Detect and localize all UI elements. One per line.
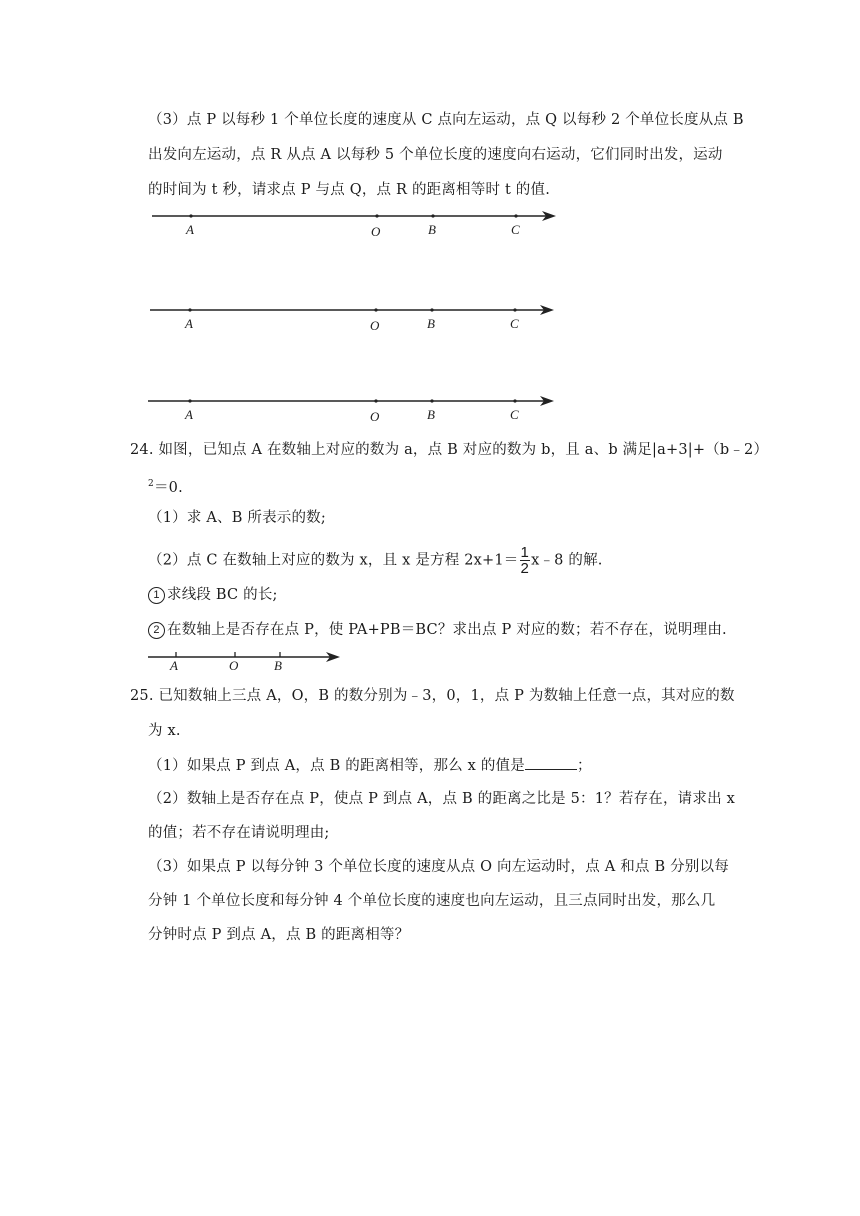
p24-sub2 (148, 620, 727, 640)
p24-line1 (130, 440, 768, 460)
p25-q2-line1: （2）数轴上是否存在点 P，使点 P 到点 A，点 B 的距离之比是 5：1？若存在，请求出 x (148, 791, 735, 807)
axis-label-B: B (428, 222, 436, 237)
axis-label-O: O (370, 409, 380, 424)
axis-label-O: O (229, 658, 239, 673)
axis-label-A: A (170, 658, 178, 673)
axis-label-B: B (274, 658, 282, 673)
p25-q2-line2: 的值；若不存在请说明理由; (148, 825, 330, 841)
p24-sub1 (148, 585, 278, 605)
number-line-3 (148, 396, 554, 424)
p25-statement: 已知数轴上三点 A，O，B 的数分别为﹣3，0，1，点 P 为数轴上任意一点，其对应的数 (158, 688, 735, 704)
p25-line1 (130, 686, 735, 706)
fraction (520, 545, 531, 576)
p25-q3-line3: 分钟时点 P 到点 A，点 B 的距离相等？ (148, 927, 410, 943)
axis-label-A: A (185, 407, 193, 422)
axis-label-C: C (510, 316, 519, 331)
p24-q2-post: x﹣8 的解. (531, 552, 603, 569)
problem-number: 25. (130, 688, 154, 704)
fraction-numerator: 1 (520, 544, 530, 561)
p25-q1-pre: （1）如果点 P 到点 A，点 B 的距离相等，那么 x 的值是 (148, 758, 525, 774)
p24-statement-end: ＝0. (153, 479, 183, 496)
p24-q2-pre: （2）点 C 在数轴上对应的数为 x，且 x 是方程 2x+1＝ (148, 552, 519, 569)
axis-label-C: C (510, 407, 519, 422)
circled-number-1: 1 (148, 587, 165, 604)
p24-q1: （1）求 A、B 所表示的数; (148, 510, 326, 526)
p25-line2: 为 x. (148, 723, 181, 739)
exponent: 2 (148, 479, 154, 489)
axis-label-B: B (427, 316, 435, 331)
p24-q2 (148, 545, 603, 576)
fraction-denominator: 2 (520, 560, 530, 577)
axis-label-C: C (511, 222, 520, 237)
axis-label-A: A (185, 316, 193, 331)
p23-part3-line1: （3）点 P 以每秒 1 个单位长度的速度从 C 点向左运动，点 Q 以每秒 2 个单位长度从点 B (148, 112, 744, 128)
number-line-1 (152, 211, 556, 239)
problem-number: 24. (130, 442, 154, 458)
p25-q3-line1: （3）如果点 P 以每分钟 3 个单位长度的速度从点 O 向左运动时，点 A 和点 B 分别以每 (148, 859, 729, 875)
p24-sub2-text: 在数轴上是否存在点 P，使 PA+PB＝BC？求出点 P 对应的数；若不存在，说明理由. (167, 622, 727, 638)
answer-blank[interactable] (525, 755, 577, 770)
p24-line2 (148, 474, 183, 498)
number-line-24 (148, 652, 340, 673)
axis-label-O: O (371, 224, 381, 239)
p25-q1 (148, 755, 592, 776)
p23-part3-line3: 的时间为 t 秒，请求点 P 与点 Q，点 R 的距离相等时 t 的值. (148, 182, 551, 198)
axis-label-O: O (370, 318, 380, 333)
axis-label-B: B (427, 407, 435, 422)
number-line-2 (150, 305, 554, 333)
p24-sub1-text: 求线段 BC 的长; (167, 587, 278, 603)
p25-q1-post: ； (576, 758, 592, 774)
p25-q3-line2: 分钟 1 个单位长度和每分钟 4 个单位长度的速度也向左运动，且三点同时出发，那么几 (148, 893, 716, 909)
axis-label-A: A (186, 222, 194, 237)
p24-statement: 如图，已知点 A 在数轴上对应的数为 a，点 B 对应的数为 b，且 a、b 满足|a+3|+（b﹣2） (158, 442, 769, 458)
p23-part3-line2: 出发向左运动，点 R 从点 A 以每秒 5 个单位长度的速度向右运动，它们同时出发，运动 (148, 147, 723, 163)
circled-number-2: 2 (148, 622, 165, 639)
